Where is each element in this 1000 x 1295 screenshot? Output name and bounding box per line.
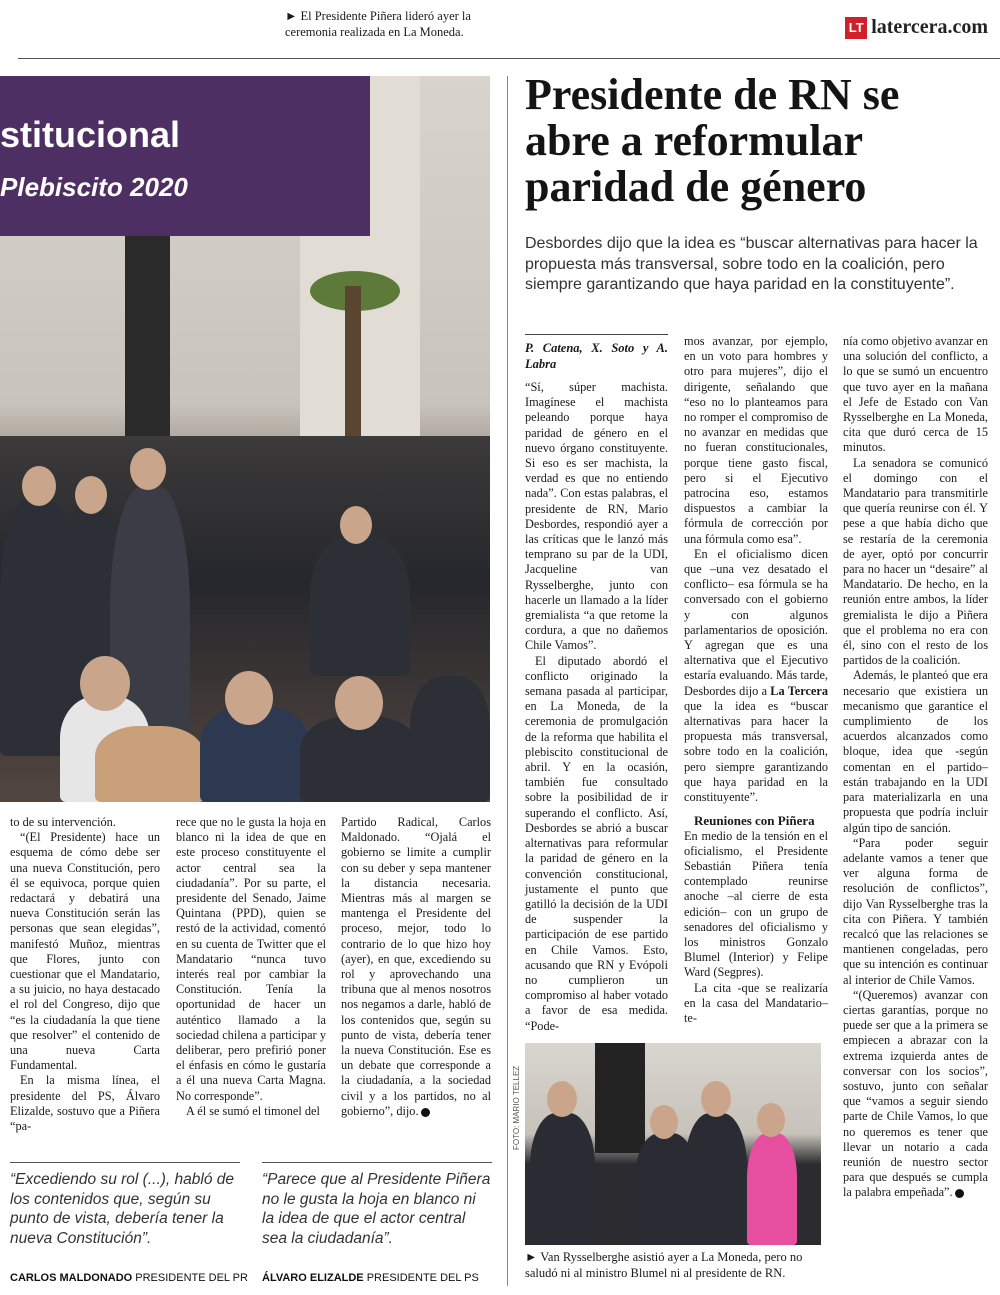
photo-caption: ► Van Rysselberghe asistió ayer a La Moneda, pero no saludó ni al ministro Blumel ni al presidente de RN. (525, 1250, 803, 1280)
paragraph: rece que no le gusta la hoja en blanco ni la idea de que en este proceso constituyente el actor central sea la ciudadanía”. Por su parte, el presidente del Senado, Jaime Quintana (PPD), quien se restó de la actividad, comentó en su cuenta de Twitter que el Mandatario “nunca tuvo interés real por cambiar la Constitución. Tenía la oportunidad de hacer un auténtico llamado a la sociedad chilena a participar y deliberar, pero prefirió poner el énfasis en cómo le gustaría a él una nueva Carta Magna. No corresponde”. (176, 815, 326, 1103)
ceremony-banner (0, 76, 370, 236)
pull-quote: “Parece que al Presidente Piñera no le gusta la hoja en blanco ni la idea de que el actor central sea la ciudadanía”. (262, 1171, 491, 1247)
paragraph: “Sí, súper machista. Imagínese el machista peleando porque haya paridad de género en el nuevo órgano constituyente. Si eso es ser machista, la verdad es que no entiendo nada”. Con estas palabras, el presidente de RN, Mario Desbordes, respondió ayer a las críticas que le lanzó más temprano su par de la UDI, Jacqueline van Rysselberghe, junto con hacerle un llamado a la líder gremialista “a que retome la cordura, a que no dañemos Chile Vamos”. (525, 380, 668, 653)
paragraph: mos avanzar, por ejemplo, en un voto para hombres y otro para mujeres”, dijo el dirigente, señalando que “eso no lo planteamos para no romper el compromiso de no avanzar en medidas que no fueran constitucionales, porque tiene gasto fiscal, pero si el Ejecutivo patrocina eso, estamos dispuestos a cambiar la fórmula de corrección por una fórmula como esa”. (684, 334, 828, 546)
paragraph: Partido Radical, Carlos Maldonado. “Ojalá el gobierno se limite a cumplir con su deber y sepa mantener la distancia necesaria. Mientras más al margen se mantenga el Presidente del proceso, mejor, todo lo contrario de lo que hizo hoy (ayer), en que, excediendo su rol y aprovechando una tribuna que al menos nosotros nos negamos a darle, habló de los contenidos que, según su punto de vista, debería tener la nueva Constitución. Ese es un debate que corresponde a la ciudadanía, a la sociedad civil y a los partidos, no al gobierno”, dijo. (341, 815, 491, 1118)
headline: Presidente de RN se abre a reformular paridad de género (525, 70, 900, 211)
quote-divider (10, 1162, 240, 1163)
quote-author (10, 1272, 248, 1284)
quote-divider (262, 1162, 492, 1163)
paragraph: La senadora se comunicó el domingo con el Mandatario para transmitirle que quería reunirse con él. Y pese a que había dicho que se restaría de la ceremonia de ayer, optó por concurrir para no hacer un “desaire” al Mandatario. De hecho, en la reunión entre ambos, la líder gremialista le dijo a Piñera que el problema no era con él, sino con el resto de los partidos de la coalición. (843, 455, 988, 668)
quote-author-role: PRESIDENTE DEL PR (135, 1272, 248, 1284)
paragraph: que la idea es “buscar alternativas para hacer la propuesta más transversal, sobre todo en la coalición, pero siempre garantizando que haya paridad en la constituyente”. (684, 698, 828, 805)
paragraph: A él se sumó el timonel del (186, 1103, 320, 1118)
pull-quote: “Excediendo su rol (...), habló de los contenidos que, según su punto de vista, debería tener la nueva Constitución”. (10, 1171, 235, 1247)
subhead: Reuniones con Piñera (694, 813, 815, 829)
article-column-1 (525, 334, 668, 1034)
paragraph: “Para poder seguir adelante vamos a tener que ver alguna forma de resolución de conflictos”, dijo Van Rysselberghe tras la cita con Piñera. Y también recalcó que las relaciones se mantienen congeladas, pero que su intención es continuar al interior de Chile Vamos. (843, 835, 988, 987)
paragraph: Además, le planteó que era necesario que existiera un mecanismo que garantice el cumplimiento de los acuerdos alcanzados como bloque, idea que -según comentan en el partido– están trabajando en la UDI para materializarla en una propuesta que podría incluir algún tipo de sanción. (843, 668, 988, 835)
newspaper-name: La Tercera (770, 683, 828, 698)
article-column-2 (684, 334, 828, 1026)
paragraph: El diputado abordó el conflicto originado la semana pasada al participar, en La Moneda, de la ceremonia de promulgación de la reforma que habilita el plebiscito constitucional de abril. Y en la ocasión, también fue consultado sobre la posibilidad de ir superando el conflicto. Así, Desbordes se abrió a buscar alternativas para reformular la paridad de género en la convención constitucional, justamente el punto que gatilló la decisión de la UDI de suspender la participación de ese partido en Chile Vamos. Esto, acusando que RN y Evópoli no cumplieron un compromiso al haber votado a favor de esa medida. “Pode- (525, 653, 668, 1033)
paragraph: nía como objetivo avanzar en una solución del conflicto, a lo que se sumó un encuentro que tuvo ayer en la mañana el Jefe de Estado con Van Rysselberghe en La Moneda, cita que duró cerca de 15 minutos. (843, 334, 988, 455)
end-mark-icon (955, 1189, 964, 1198)
secondary-photo (525, 1043, 821, 1245)
quote-author-name: ÁLVARO ELIZALDE (262, 1272, 364, 1284)
top-photo-caption: ► El Presidente Piñera lideró ayer la ceremonia realizada en La Moneda. (285, 9, 471, 39)
left-column-1 (10, 815, 160, 1134)
paragraph: to de su intervención. (10, 815, 116, 829)
main-photo (0, 76, 490, 802)
paragraph: En la misma línea, el presidente del PS, Álvaro Elizalde, sostuvo que a Piñera “pa- (10, 1073, 160, 1134)
quote-author (262, 1272, 479, 1284)
quote-author-name: CARLOS MALDONADO (10, 1272, 133, 1284)
banner-line1: stitucional (0, 114, 181, 155)
brand-site: latercera.com (871, 16, 988, 38)
left-column-2 (176, 815, 326, 1119)
brand-logo[interactable] (845, 16, 988, 39)
paragraph: “(El Presidente) hace un esquema de cómo debe ser una nueva Constitución, pero él se equivoca, porque quien redactará y debatirá una nueva Constitución serán las personas que sean elegidas”, manifestó Muñoz, mientras que Flores, junto con cuestionar que el Mandatario, a su juicio, no haya destacado el rol del Congreso, dijo que “es la ciudadanía la que tiene que resolver” el contenido de una nueva Carta Fundamental. (10, 830, 160, 1073)
paragraph: “(Queremos) avanzar con ciertas garantías, porque no puede ser que a la primera se empiecen a abrazar con la extrema izquierda antes de conversar con los socios”, sostuvo, junto con señalar que “vamos a seguir siendo parte de Chile Vamos, lo que no queremos es tener que llevar un notario a cada reunión de nuestro sector para que después se cumpla la palabra empeñada”. (843, 987, 988, 1200)
column-divider (507, 76, 508, 1286)
paragraph: En el oficialismo dicen que –una vez desatado el conflicto– esa fórmula se ha conversado con el gobierno y con algunos parlamentarios de oposición. Y agregan que es una alternativa que el Ejecutivo estaría evaluando. Más tarde, Desbordes dijo a (684, 546, 828, 698)
photo-credit: FOTO: MARIO TELLEZ (512, 1065, 521, 1150)
paragraph: En medio de la tensión en el oficialismo, el Presidente Sebastián Piñera tenía contemplado reunirse anoche –al cierre de esta edición– con un grupo de senadores del oficialismo y los ministros Gonzalo Blumel (Interior) y Felipe Ward (Segpres). (684, 828, 828, 980)
top-divider (18, 58, 1000, 59)
byline: P. Catena, X. Soto y A. Labra (525, 334, 668, 372)
quote-author-role: PRESIDENTE DEL PS (366, 1272, 479, 1284)
left-column-3 (341, 815, 491, 1119)
lt-logo-icon: LT (845, 17, 867, 39)
article-column-3 (843, 334, 988, 1201)
paragraph: La cita -que se realizaría en la casa del Mandatario– te- (684, 980, 828, 1025)
deck: Desbordes dijo que la idea es “buscar alternativas para hacer la propuesta más transversal, sobre todo en la coalición, pero siempre garantizando que haya paridad en la constituyente”. (525, 235, 978, 293)
end-mark-icon (421, 1108, 430, 1117)
banner-line2: Plebiscito 2020 (0, 172, 188, 202)
